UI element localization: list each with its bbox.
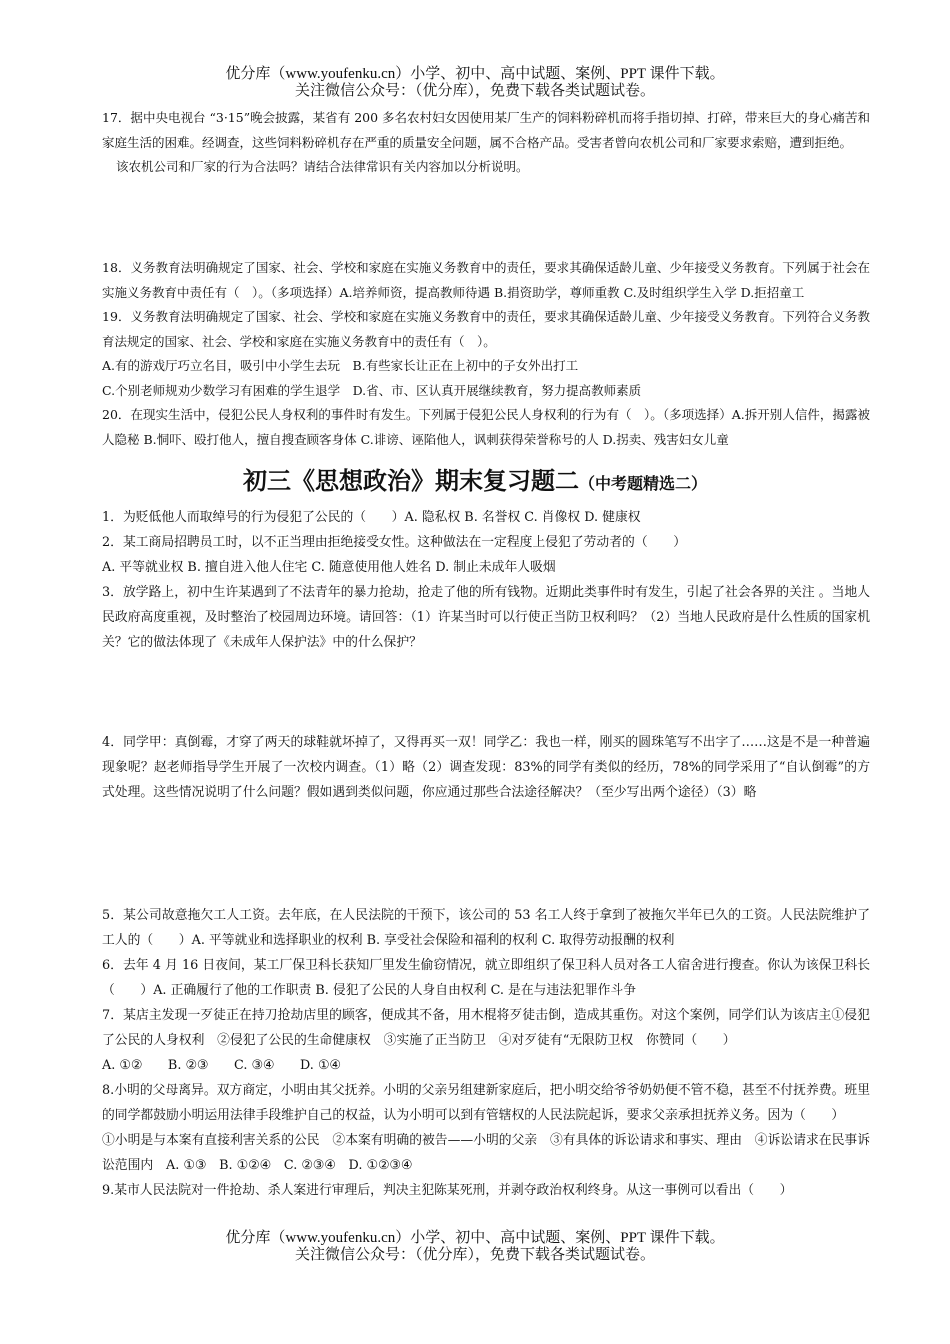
question-6-text: 6．去年 4 月 16 日夜间，某工厂保卫科长获知厂里发生偷窃情况，就立即组织了保卫科人员对各工人宿舍进行搜查。你认为该保卫科长（ ）A. 正确履行了他的工作职责 B. 侵犯了公民的人身自由权利 C. 是在与违法犯罪作斗争 <box>102 958 870 998</box>
section-title-main: 初三《思想政治》期末复习题二 <box>242 467 579 495</box>
question-8-text: 8.小明的父母离异。双方商定，小明由其父抚养。小明的父亲另组建新家庭后，把小明交给爷爷奶奶便不管不稳，甚至不付抚养费。班里的同学都鼓励小明运用法律手段维护自己的权益，认为小明可以到有管辖权的人民法院起诉，要求父亲承担抚养义务。因为（ ） <box>102 1083 870 1123</box>
header-line1: 优分库（www.youfenku.cn）小学、初中、高中试题、案例、PPT 课件下载。 <box>225 66 725 82</box>
section-title-sub: （中考题精选二） <box>578 474 707 493</box>
question-3-text: 3．放学路上，初中生许某遇到了不法青年的暴力抢劫，抢走了他的所有钱物。近期此类事件时有发生，引起了社会各界的关注 。当地人民政府高度重视，及时整治了校园周边环境。请回答：（1）许某当时可以行使正当防卫权利吗？（2）当地人民政府是什么性质的国家机关？它的做法体现了《未成年人保护法》中的什么保护？ <box>102 585 870 650</box>
question-4 <box>102 730 870 805</box>
page-header <box>0 66 950 100</box>
question-4-text: 4．同学甲：真倒霉，才穿了两天的球鞋就坏掉了，又得再买一双！同学乙：我也一样，刚买的圆珠笔写不出字了……这是不是一种普遍现象呢？赵老师指导学生开展了一次校内调查。（1）略（2）调查发现：83%的同学有类似的经历，78%的同学采用了“自认倒霉”的方式处理。这些情况说明了什么问题？假如遇到类似问题，你应通过那些合法途径解决？（至少写出两个途径）（3）略 <box>102 735 870 800</box>
question-9-text: 9.某市人民法院对一件抢劫、杀人案进行审理后，判决主犯陈某死刑，并剥夺政治权利终身。从这一事例可以看出（ ） <box>102 1183 793 1198</box>
question-8-options: ①小明是与本案有直接利害关系的公民 ②本案有明确的被告——小明的父亲 ③有具体的诉讼请求和事实、理由 ④诉讼请求在民事诉讼范围内 A. ①③ B. ①②④ C. ②③④ D. ①②③④ <box>102 1133 870 1173</box>
question-1-3 <box>102 505 870 655</box>
question-18-20 <box>102 256 870 452</box>
page-footer <box>0 1230 950 1264</box>
footer-line1: 优分库（www.youfenku.cn）小学、初中、高中试题、案例、PPT 课件下载。 <box>225 1230 725 1246</box>
footer-line2: 关注微信公众号：（优分库），免费下载各类试题试卷。 <box>294 1247 655 1263</box>
question-19-options-ab: A.有的游戏厅巧立名目，吸引中小学生去玩 B.有些家长让正在上初中的子女外出打工 <box>102 358 579 373</box>
question-7-options: A. ①② B. ②③ C. ③④ D. ①④ <box>102 1058 341 1073</box>
question-5-text: 5．某公司故意拖欠工人工资。去年底，在人民法院的干预下，该公司的 53 名工人终于拿到了被拖欠半年已久的工资。人民法院维护了工人的（ ）A. 平等就业和选择职业的权利 B. 享受社会保险和福利的权利 C. 取得劳动报酬的权利 <box>102 908 870 948</box>
section-title <box>0 466 950 499</box>
header-line2: 关注微信公众号：（优分库），免费下载各类试题试卷。 <box>294 83 655 99</box>
question-2-options: A. 平等就业权 B. 擅自进入他人住宅 C. 随意使用他人姓名 D. 制止未成年人吸烟 <box>102 560 556 575</box>
question-19-text: 19．义务教育法明确规定了国家、社会、学校和家庭在实施义务教育中的责任，要求其确保适龄儿童、少年接受义务教育。下列符合义务教育法规定的国家、社会、学校和家庭在实施义务教育中的责任有（ ）。 <box>102 309 870 349</box>
question-20-text: 20．在现实生活中，侵犯公民人身权利的事件时有发生。下列属于侵犯公民人身权利的行为有（ ）。（多项选择）A.拆开别人信件，揭露被人隐秘 B.恫吓、殴打他人，擅自搜查顾客身体 C.诽谤、诬陷他人，讽刺获得荣誉称号的人 D.拐卖、残害妇女儿童 <box>102 407 870 447</box>
question-1-text: 1．为贬低他人而取绰号的行为侵犯了公民的（ ）A. 隐私权 B. 名誉权 C. 肖像权 D. 健康权 <box>102 510 641 525</box>
question-17-text: 17．据中央电视台 “3·15”晚会披露，某省有 200 多名农村妇女因使用某厂生产的饲料粉碎机而将手指切掉、打碎，带来巨大的身心痛苦和家庭生活的困难。经调查，这些饲料粉碎机存在严重的质量安全问题，属不合格产品。受害者曾向农机公司和厂家要求索赔，遭到拒绝。 <box>102 110 870 150</box>
question-5-9 <box>102 903 870 1203</box>
question-19-options-cd: C.个别老师规劝少数学习有困难的学生退学 D.省、市、区认真开展继续教育，努力提高教师素质 <box>102 382 642 398</box>
question-2-text: 2．某工商局招聘员工时，以不正当理由拒绝接受女性。这种做法在一定程度上侵犯了劳动者的（ ） <box>102 535 687 550</box>
question-7-text: 7．某店主发现一歹徒正在持刀抢劫店里的顾客，便成其不备，用木棍将歹徒击倒，造成其重伤。对这个案例，同学们认为该店主①侵犯了公民的人身权利 ②侵犯了公民的生命健康权 ③实施了正当防卫 ④对歹徒有“无限防卫权 你赞同（ ） <box>102 1008 870 1048</box>
question-17 <box>102 106 870 180</box>
question-17-prompt: 该农机公司和厂家的行为合法吗？请结合法律常识有关内容加以分析说明。 <box>116 159 529 174</box>
question-18-text: 18．义务教育法明确规定了国家、社会、学校和家庭在实施义务教育中的责任，要求其确保适龄儿童、少年接受义务教育。下列属于社会在实施义务教育中责任有（ ）。（多项选择）A.培养师资，提高教师待遇 B.捐资助学，尊师重教 C.及时组织学生入学 D.拒招童工 <box>102 260 870 300</box>
